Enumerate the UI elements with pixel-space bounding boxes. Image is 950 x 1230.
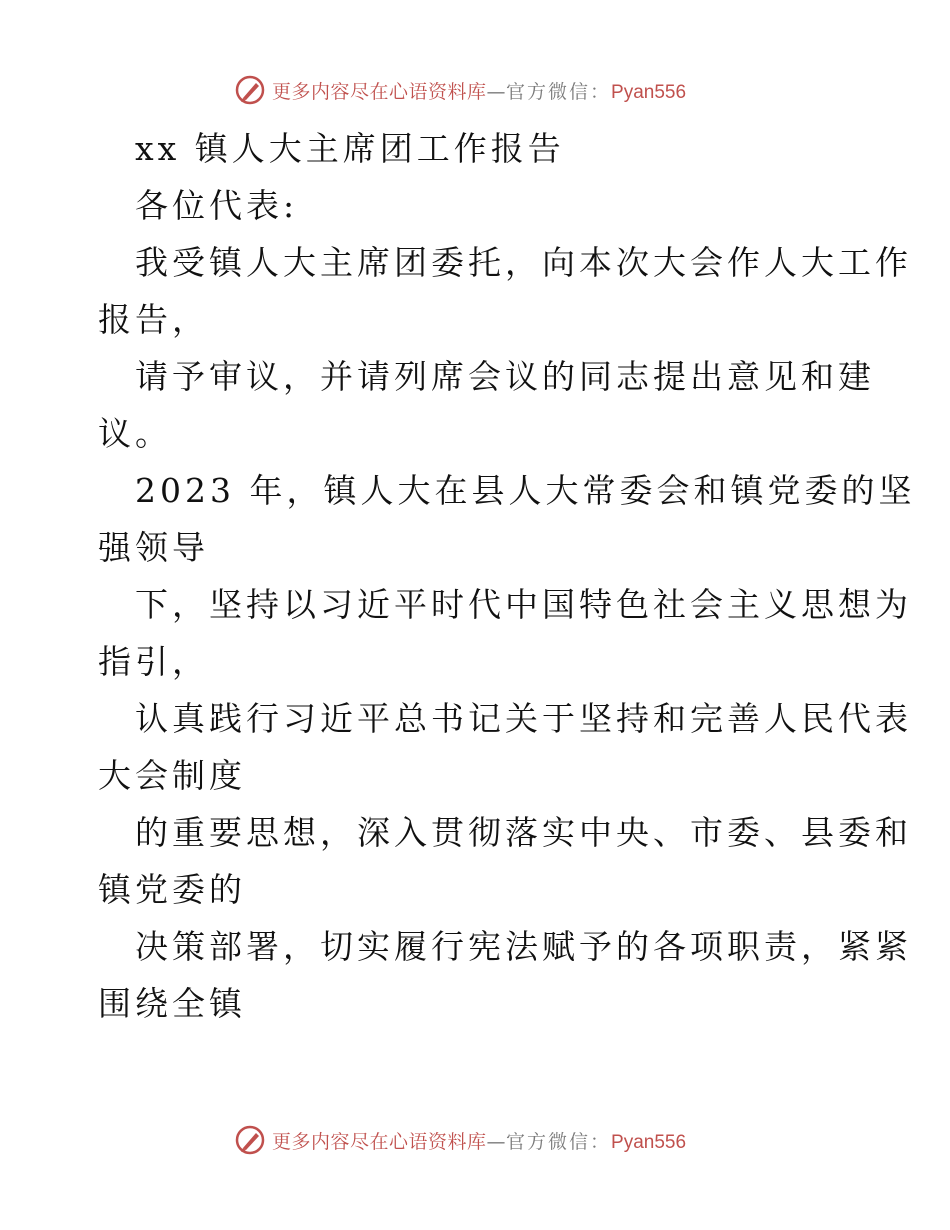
- salutation: 各位代表:: [135, 186, 299, 225]
- body-line: 议。: [98, 414, 172, 453]
- body-line: 围绕全镇: [98, 984, 246, 1023]
- header-banner: [234, 72, 686, 108]
- body-line: 大会制度: [98, 756, 246, 795]
- body-line: 认真践行习近平总书记关于坚持和完善人民代表: [135, 699, 912, 738]
- body-line: 我受镇人大主席团委托，向本次大会作人大工作: [135, 243, 912, 282]
- body-line: 决策部署，切实履行宪法赋予的各项职责，紧紧: [135, 927, 912, 966]
- pen-logo-icon: [234, 1124, 266, 1156]
- body-line: 2023 年，镇人大在县人大常委会和镇党委的坚: [135, 471, 916, 510]
- banner-text: 更多内容尽在心语资料库—官方微信：Pyan556: [272, 1130, 687, 1153]
- document-title: xx 镇人大主席团工作报告: [135, 129, 565, 168]
- footer-banner: [234, 1122, 686, 1158]
- body-line: 镇党委的: [98, 870, 246, 909]
- banner-text: 更多内容尽在心语资料库—官方微信：Pyan556: [272, 80, 687, 103]
- body-line: 指引，: [98, 642, 209, 681]
- pen-logo-icon: [234, 74, 266, 106]
- body-line: 请予审议，并请列席会议的同志提出意见和建: [135, 357, 875, 396]
- body-line: 的重要思想，深入贯彻落实中央、市委、县委和: [135, 813, 912, 852]
- document-body: [98, 120, 916, 1032]
- body-line: 强领导: [98, 528, 209, 567]
- body-line: 报告，: [98, 300, 209, 339]
- body-line: 下，坚持以习近平时代中国特色社会主义思想为: [135, 585, 912, 624]
